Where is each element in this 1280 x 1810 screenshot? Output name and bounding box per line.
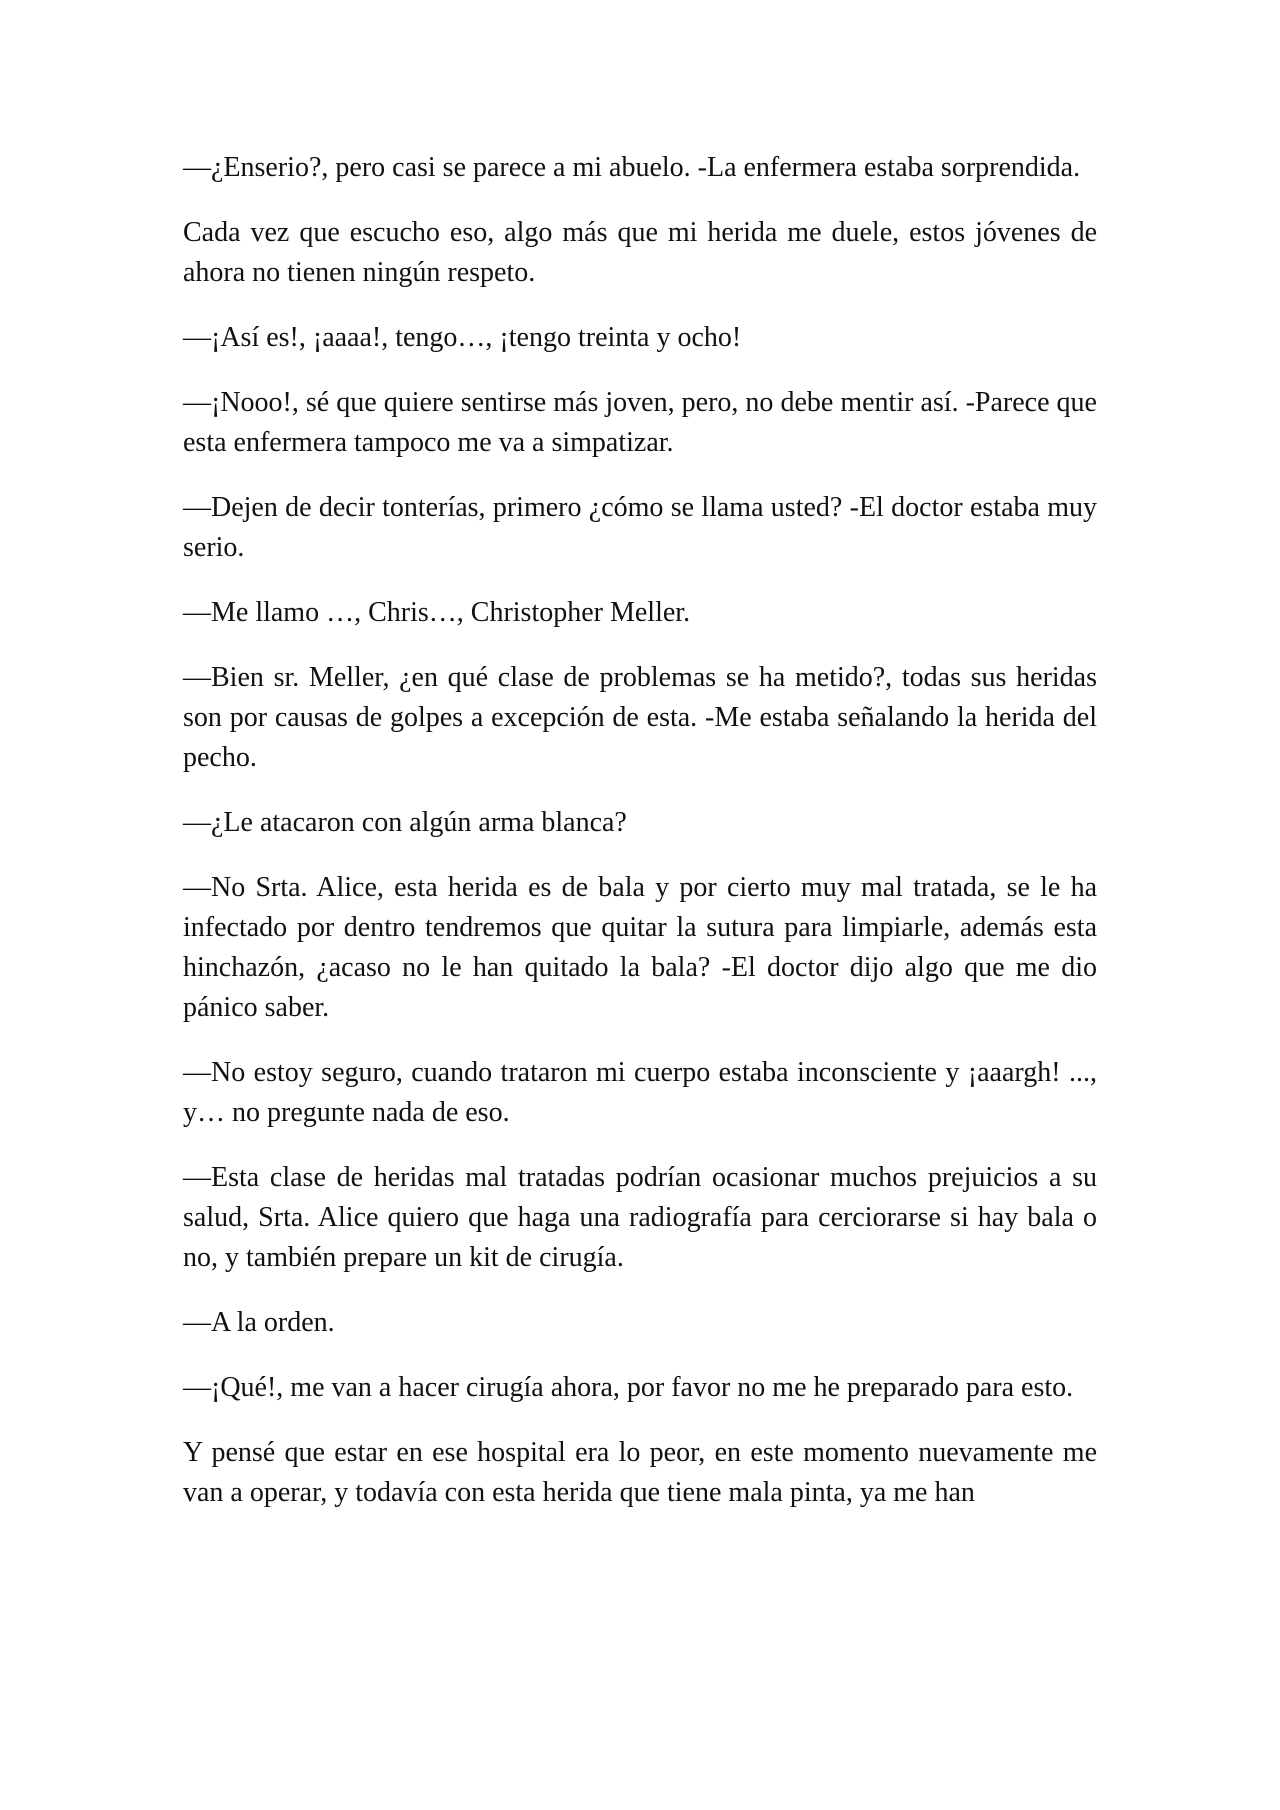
paragraph: Cada vez que escucho eso, algo más que mi herida me duele, estos jóvenes de ahora no tienen ningún respeto.	[183, 217, 1097, 288]
paragraph: —No estoy seguro, cuando trataron mi cuerpo estaba inconsciente y ¡aaargh! ..., y… no pregunte nada de eso.	[183, 1057, 1097, 1128]
body-text	[183, 148, 1097, 1538]
paragraph: —Bien sr. Meller, ¿en qué clase de problemas se ha metido?, todas sus heridas son por causas de golpes a excepción de esta. -Me estaba señalando la herida del pecho.	[183, 662, 1097, 773]
paragraph: —¡Nooo!, sé que quiere sentirse más joven, pero, no debe mentir así. -Parece que esta enfermera tampoco me va a simpatizar.	[183, 387, 1097, 458]
paragraph: —A la orden.	[183, 1307, 335, 1338]
paragraph: —Esta clase de heridas mal tratadas podrían ocasionar muchos prejuicios a su salud, Srta. Alice quiero que haga una radiografía para cerciorarse si hay bala o no, y también prepare un kit de cirugía.	[183, 1162, 1097, 1273]
paragraph: —¿Enserio?, pero casi se parece a mi abuelo. -La enfermera estaba sorprendida.	[183, 152, 1081, 183]
paragraph: —¡Qué!, me van a hacer cirugía ahora, por favor no me he preparado para esto.	[183, 1372, 1074, 1403]
paragraph: Y pensé que estar en ese hospital era lo peor, en este momento nuevamente me van a operar, y todavía con esta herida que tiene mala pinta, ya me han	[183, 1437, 1097, 1508]
paragraph: —¿Le atacaron con algún arma blanca?	[183, 807, 627, 838]
paragraph: —No Srta. Alice, esta herida es de bala y por cierto muy mal tratada, se le ha infectado por dentro tendremos que quitar la sutura para limpiarle, además esta hinchazón, ¿acaso no le han quitado la bala? -El doctor dijo algo que me dio pánico saber.	[183, 872, 1097, 1023]
paragraph: —Me llamo …, Chris…, Christopher Meller.	[183, 597, 691, 628]
paragraph: —¡Así es!, ¡aaaa!, tengo…, ¡tengo treinta y ocho!	[183, 322, 742, 353]
paragraph: —Dejen de decir tonterías, primero ¿cómo se llama usted? -El doctor estaba muy serio.	[183, 492, 1097, 563]
